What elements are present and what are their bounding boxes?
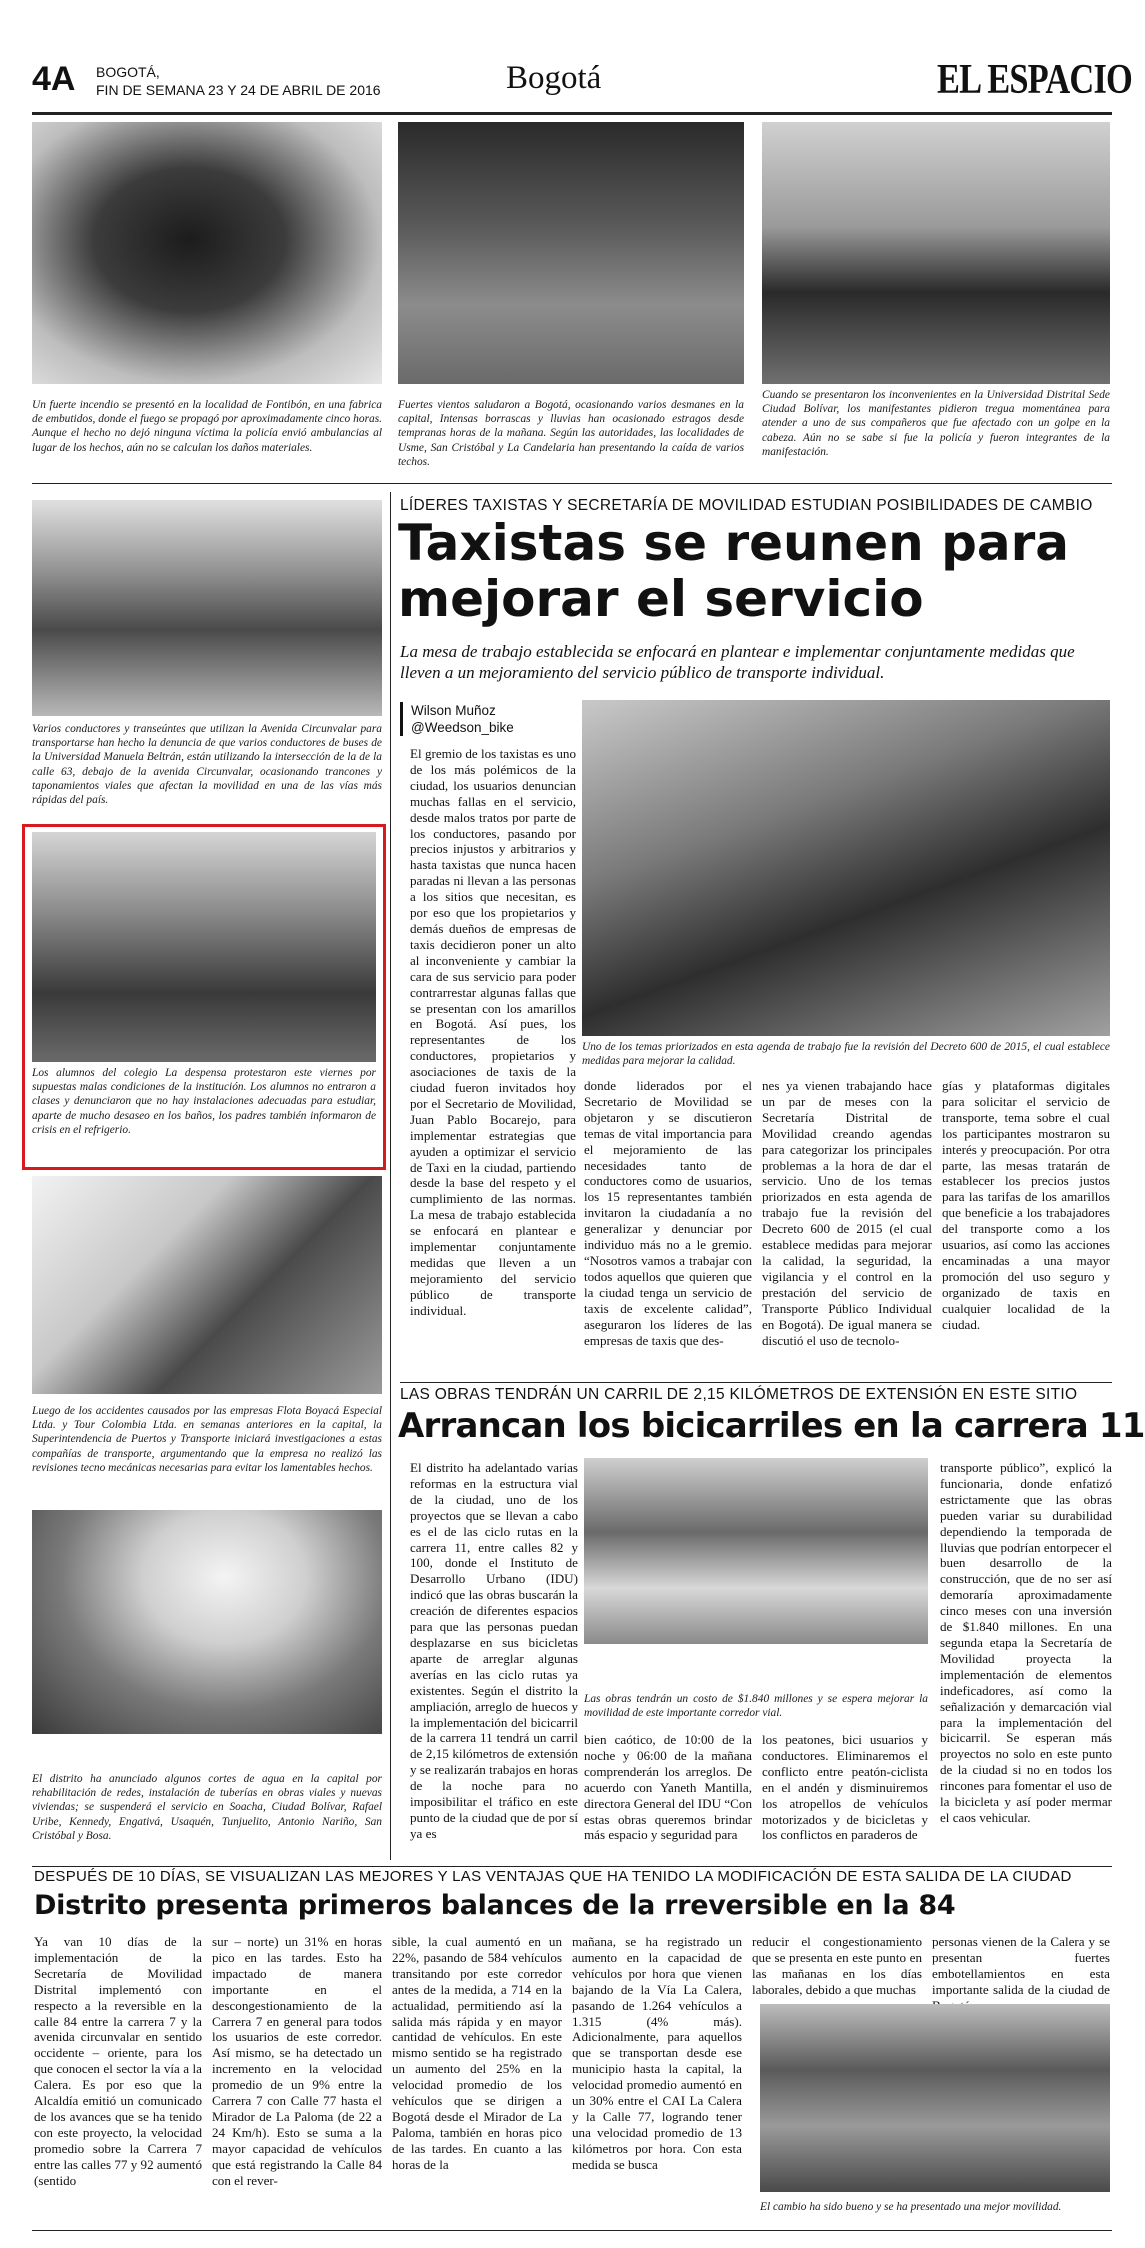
left-column-divider <box>390 492 391 1860</box>
bike-column-1: El distrito ha adelantado varias reformas en la estructura vial de la ciudad, uno de los proyectos que se llevan a cabo es el de las ciclo rutas en la carrera 11, entre calles 82 y 100, donde el Instituto de Desarrollo Urbano (IDU) indicó que las obras buscarán la creación de diferentes espacios para que las personas puedan desplazarse en sus bicicletas aparte de arreglar algunas averías en las ciclo rutas ya existentes. Según el distrito la ampliación, arreglo de huecos y la implementación del bicicarril de la carrera 11 tendrá un carril de 2,15 kilómetros de extensión y se realizarán trabajos en horas de la noche para no imposibilitar el tráfico en este punto de la ciudad que de por sí ya es <box>410 1460 578 1841</box>
fire-photo <box>32 122 382 384</box>
school-protest-photo <box>32 832 376 1062</box>
avenue-caption: Varios conductores y transeúntes que utilizan la Avenida Circunvalar para transportarse han hecho la denuncia de que varios conductores de buses de la Universidad Manuela Beltrán, están utilizando la intersección de la de la calle 63, debajo de la avenida Circunvalar, ocasionando trancones y taponamientos viales que afectan la movilidad en una de las vías más rápidas del país. <box>32 723 382 807</box>
water-tap-photo <box>32 1510 382 1734</box>
taxi-headline-line2: mejorar el servicio <box>398 570 924 628</box>
taxi-column-3: nes ya vienen trabajando hace un par de meses con la Secretaría Distrital de Movilidad creando agendas para categorizar los principales problemas a la hora de dar el servicio. Uno de los temas priorizados en esta agenda de trabajo fue la revisión del Decreto 600 de 2015 (el cual establece medidas para mejorar la calidad, la seguridad, la vigilancia y el control en la prestación del servicio de Transporte Público Individual en Bogotá). De igual manera se discutió el uso de tecnolo- <box>762 1078 932 1348</box>
bus-accident-photo <box>32 1176 382 1394</box>
masthead-city: BOGOTÁ, <box>96 64 160 80</box>
bike-photo-caption: Las obras tendrán un costo de $1.840 millones y se espera mejorar la movilidad de este importante corredor vial. <box>584 1693 928 1720</box>
university-photo <box>762 122 1110 384</box>
wind-photo <box>398 122 744 384</box>
water-caption: El distrito ha anunciado algunos cortes de agua en la capital por rehabilitación de redes, instalación de tuberías en obras viales y nuevas viviendas; se suspenderá el servicio en Soacha, Ciudad Bolívar, Rafael Uribe, Kennedy, Engativá, Usaquén, Tunjuelito, Antonio Nariño, San Cristóbal y Bosa. <box>32 1773 382 1842</box>
wind-caption: Fuertes vientos saludaron a Bogotá, ocasionando varios desmanes en la capital, Intensas borrascas y lluvias han ocasionado estragos desde tempranas horas de la mañana. Según las autoridades, las localidades de Usme, San Cristóbal y La Candelaria han presentando la caída de varios techos. <box>398 399 744 468</box>
reversible-column-2: sur – norte) un 31% en horas pico en las tardes. Esto ha impactado de manera importante en el descongestionamiento de la Carrera 7 en general para todos los usuarios de este corredor. Así mismo, se ha detectado un incremento en la velocidad promedio de un 9% entre la Carrera 7 con Calle 77 hasta el Mirador de La Paloma (de 22 a 24 Km/h). Esto se suma a la mayor capacidad de vehículos que está registrando la Calle 84 con el rever- <box>212 1934 382 2188</box>
reversible-column-6: personas vienen de la Calera y se presentan fuertes embotellamientos en esta importante salida de la ciudad de <box>932 1934 1110 1997</box>
taxi-column-4: gías y plataformas digitales para solicitar el servicio de transporte, tema sobre el cual los participantes mostraron su interés y preocupación. Por otra parte, las mesas tratarán de establecer los precios justos para las tarifas de los amarillos que beneficie a los trabajadores del transporte como a los usuarios, así como las acciones encaminadas a una mayor promoción del uso seguro y organizado de taxis en cualquier localidad de la ciudad. <box>942 1078 1110 1332</box>
taxi-photo-caption: Uno de los temas priorizados en esta agenda de trabajo fue la revisión del Decreto 600 de 2015, el cual establece medidas para mejorar la calidad. <box>582 1041 1110 1068</box>
reversible-kicker: DESPUÉS DE 10 DÍAS, SE VISUALIZAN LAS MEJORES Y LAS VENTAJAS QUE HA TENIDO LA MODIFICACIÓN DE ESTA SALIDA DE LA CIUDAD <box>34 1868 1072 1885</box>
bike-column-4: transporte público”, explicó la funcionaria, donde enfatizó estrictamente que las obras pueden variar su durabilidad dependiendo la temporada de lluvias que podrían entorpecer el buen desarrollo de la construcción, que de no ser así demoraría aproximadamente cinco meses con una inversión de $1.840 millones. En una segunda etapa la Secretaría de Movilidad proyecta la implementación de elementos indeficadores, así como la señalización y demarcación vial para la implementación del bicicarril. Se esperan más proyectos no solo en este punto de la ciudad si no en todos los rincones para fomentar el uso de la bicicleta y así poder mermar el caos vehicular. <box>940 1460 1112 1825</box>
bike-column-2: bien caótico, de 10:00 de la noche y 06:00 de la mañana comprenderán los arreglos. De acuerdo con Yaneth Mantilla, directora General del IDU “Con estas obras queremos brindar más espacio y seguridad para <box>584 1732 752 1843</box>
taxi-bottom-rule <box>400 1382 1112 1383</box>
bike-headline: Arrancan los bicicarriles en la carrera 11 <box>398 1406 1145 1446</box>
fire-caption: Un fuerte incendio se presentó en la localidad de Fontibón, en una fabrica de embutidos, donde el fuego se propagó por aproximadamente cinco horas. Aunque el hecho no dejó ninguna víctima la policía envió ambulancias al lugar de los hechos, aún no se calculan los daños materiales. <box>32 399 382 454</box>
reversible-column-5: reducir el congestionamiento que se presenta en este punto en las mañanas en los días laborales, debido a que muchas <box>752 1934 922 1997</box>
top-row-divider <box>32 483 1112 484</box>
newspaper-logo: EL ESPACIO <box>937 57 1132 103</box>
taxi-kicker: LÍDERES TAXISTAS Y SECRETARÍA DE MOVILIDAD ESTUDIAN POSIBILIDADES DE CAMBIO <box>400 497 1093 514</box>
bike-lane-photo <box>584 1458 928 1644</box>
masthead-rule <box>32 112 1112 115</box>
reversible-road-photo <box>760 2004 1110 2192</box>
bike-kicker: LAS OBRAS TENDRÁN UN CARRIL DE 2,15 KILÓMETROS DE EXTENSIÓN EN ESTE SITIO <box>400 1386 1078 1403</box>
taxi-meeting-photo <box>582 700 1110 1036</box>
masthead-date: FIN DE SEMANA 23 Y 24 DE ABRIL DE 2016 <box>96 82 381 98</box>
reversible-headline: Distrito presenta primeros balances de la rreversible en la 84 <box>34 1890 956 1921</box>
byline-handle: @Weedson_bike <box>411 720 514 735</box>
reversible-column-3: sible, la cual aumentó en un 22%, pasando de 584 vehículos transitando por este corredor antes de la medida, a 714 en la actualidad, permitiendo así la salida más rápida y en mayor cantidad de vehículos. En este mismo sentido se ha registrado un aumento del 25% en la velocidad promedio de los vehículos que se dirigen a Bogotá desde el Mirador de La Paloma, también en horas pico de las tardes. En cuanto a las horas de la <box>392 1934 562 2172</box>
avenue-photo <box>32 500 382 716</box>
bike-bottom-rule <box>32 1866 1112 1867</box>
taxi-deck: La mesa de trabajo establecida se enfocará en plantear e implementar conjuntamente medidas que lleven a un mejoramiento del servicio público de transporte individual. <box>400 642 1075 682</box>
byline-name: Wilson Muñoz <box>411 703 496 718</box>
taxi-column-2: donde liderados por el Secretario de Movilidad se objetaron y se discutieron temas de vital importancia para el mejoramiento de las necesidades tanto de conductores como de usuarios, los 15 representantes también invitaron la ciudadanía a no generalizar y denunciar por individuo más no a le gremio. “Nosotros vamos a trabajar con todos aquellos que quieren que la ciudad tenga un servicio de taxis de excelente calidad”, aseguraron los líderes de las empresas de taxis que des- <box>584 1078 752 1348</box>
university-caption: Cuando se presentaron los inconvenientes en la Universidad Distrital Sede Ciudad Bolívar, los manifestantes pidieron tregua momentánea para atender a uno de sus compañeros que fue afectado con un golpe en la cabeza. Aún no se sabe si fue la policía y fueron integrantes de la manifestación. <box>762 389 1110 458</box>
taxi-headline-line1: Taxistas se reunen para <box>398 514 1070 572</box>
bike-column-3: los peatones, bici usuarios y conductores. Eliminaremos el conflicto entre peatón-ciclista en el andén y disminuiremos los atropellos de vehículos motorizados y de bicicletas y los conflictos en paraderos de <box>762 1732 928 1843</box>
taxi-byline <box>400 702 581 736</box>
page-number: 4A <box>32 60 76 98</box>
reversible-photo-caption: El cambio ha sido bueno y se ha presentado una mejor movilidad. <box>760 2201 1062 2213</box>
reversible-column-4: mañana, se ha registrado un aumento en la capacidad de vehículos por hora que vienen bajando de la Vía La Calera, pasando de 1.264 vehículos a 1.315 (4% más). Adicionalmente, para aquellos que se transportan desde ese municipio hasta la capital, la velocidad promedio aumentó en un 30% entre el CAI La Calera y la Calle 77, logrando tener una velocidad promedio de 13 kilómetros por hora. Con esta medida se busca <box>572 1934 742 2172</box>
section-title: Bogotá <box>506 60 602 96</box>
school-caption: Los alumnos del colegio La despensa protestaron este viernes por supuestas malas condiciones de la institución. Los alumnos no entraron a clases y denunciaron que no hay instalaciones adecuadas para estudiar, aparte de mucho desaseo en los baños, los padres también informaron de crisis en el refrigerio. <box>32 1067 376 1136</box>
taxi-column-1: El gremio de los taxistas es uno de los más polémicos de la ciudad, los usuarios denuncian muchas fallas en el servicio, desde malos tratos por parte de los conductores, pasando por precios injustos y arbitrarios y hasta taxistas que nunca hacen paradas ni llevan a las personas a los sitios que necesitan, es por eso que los propietarios y demás dueños de empresas de taxis decidieron poner un alto al inconveniente y cambiar la cara de sus servicio para poder contrarrestar algunas fallas que se presentan con los amarillos en Bogotá. Así pues, los representantes de los conductores, propietarios y asociaciones de taxis de la ciudad fueron invitados hoy por el Secretario de Movilidad, Juan Pablo Bocarejo, para implementar estrategias que ayuden a optimizar el servicio de Taxi en la ciudad, partiendo desde la base del respeto y el cumplimiento de las normas. La mesa de trabajo establecida se enfocará en plantear e implementar conjuntamente medidas que lleven a un mejoramiento del servicio público de transporte individual. <box>410 746 576 1318</box>
page-bottom-rule <box>32 2230 1112 2231</box>
masthead <box>32 57 1132 114</box>
reversible-column-1: Ya van 10 días de la implementación de la Secretaría de Movilidad Distrital implementó con respecto a la reversible en la calle 84 entre la carrera 7 y la avenida circunvalar en sentido occidente – oriente, para los que conocen el sector la vía a la Calera. Es por eso que la Alcaldía emitió un comunicado de los avances que se ha tenido con este proyecto, la velocidad promedio sobre la Carrera 7 entre las calles 77 y 92 aumentó (sentido <box>34 1934 202 2188</box>
bus-caption: Luego de los accidentes causados por las empresas Flota Boyacá Especial Ltda. y Tour Colombia Ltda. en semanas anteriores en la capital, la Superintendencia de Puertos y Transporte iniciará investigaciones a estas compañías de transporte, argumentando que la empresa no realizó las revisiones tecno mecánicas necesarias para evitar los lamentables hechos. <box>32 1405 382 1474</box>
